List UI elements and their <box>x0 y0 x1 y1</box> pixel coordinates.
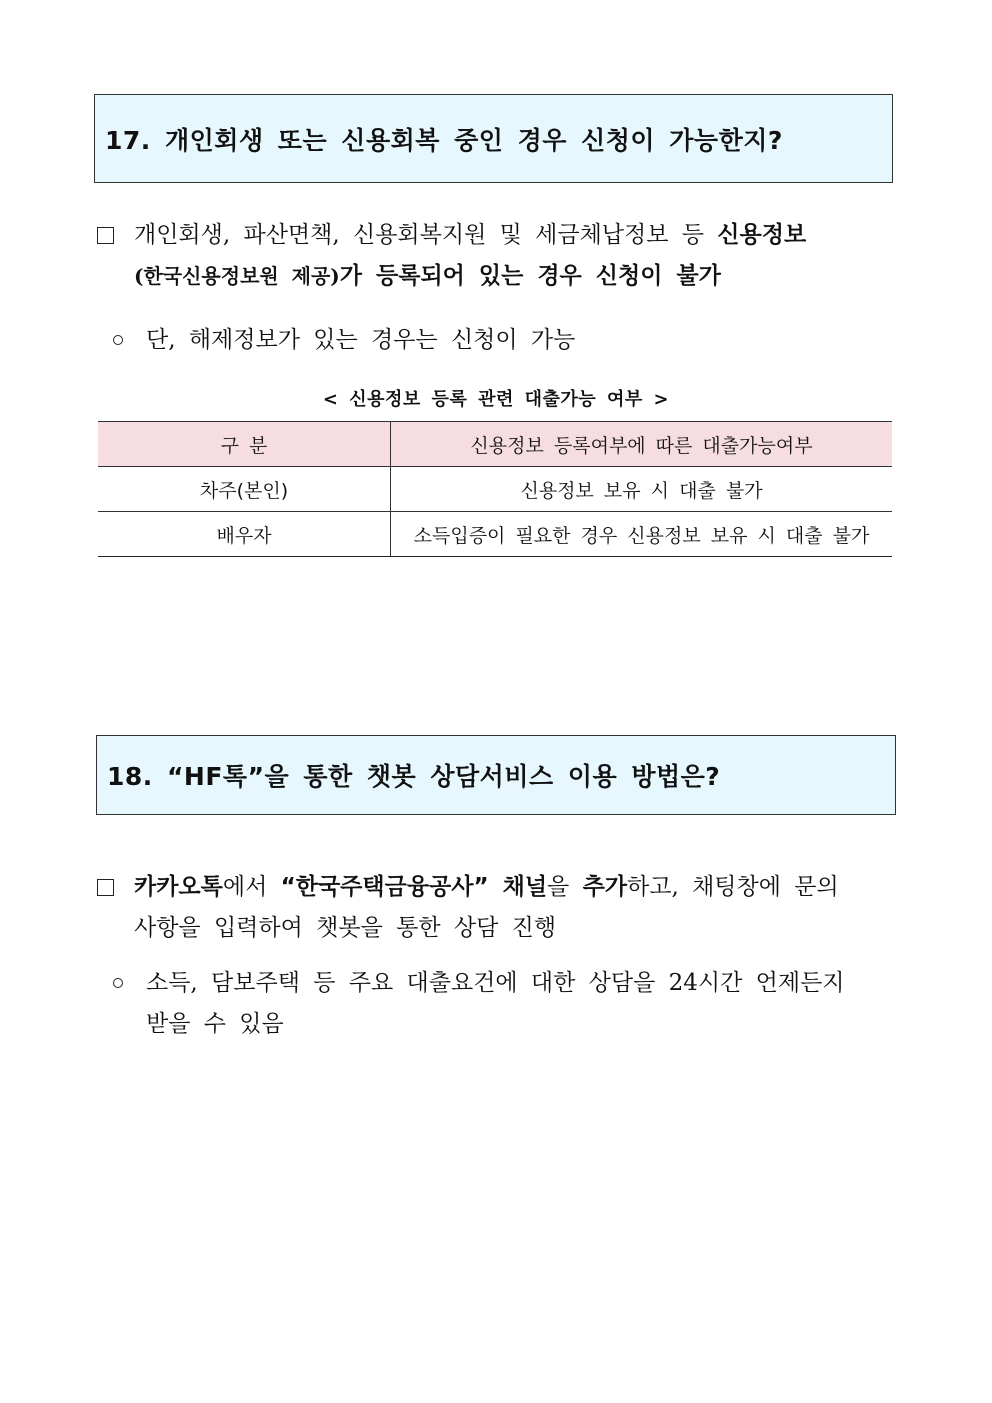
table-cell: 소득입증이 필요한 경우 신용정보 보유 시 대출 불가 <box>391 512 893 557</box>
table-cell: 차주(본인) <box>98 467 391 512</box>
q17-bullet-bold-2: 가 등록되어 있는 경우 신청이 불가 <box>339 263 721 289</box>
q18-bullet-line2: 사항을 입력하여 챗봇을 통한 상담 진행 <box>134 915 557 941</box>
q17-bullet-line2 <box>134 256 721 296</box>
circle-bullet-icon <box>113 978 123 988</box>
channel-name-text: “한국주택금융공사” 채널 <box>280 874 548 900</box>
add-text: 추가 <box>582 874 628 900</box>
question-17-title: 17. 개인회생 또는 신용회복 중인 경우 신청이 가능한지? <box>105 125 783 155</box>
checkbox-bullet-icon <box>97 227 114 244</box>
table-header-cell: 구 분 <box>98 422 391 467</box>
table-caption: < 신용정보 등록 관련 대출가능 여부 > <box>322 389 670 410</box>
q18-sub-bullet-line2: 받을 수 있음 <box>146 1011 284 1037</box>
q17-sub-bullet: 단, 해제정보가 있는 경우는 신청이 가능 <box>146 327 576 353</box>
question-17-title-box <box>94 94 893 183</box>
q18-sub-bullet-line1: 소득, 담보주택 등 주요 대출요건에 대한 상담을 24시간 언제든지 <box>146 970 845 996</box>
table-row <box>98 512 892 557</box>
q18-text-seg: 에서 <box>222 874 281 900</box>
checkbox-bullet-icon <box>97 879 114 896</box>
table-row <box>98 467 892 512</box>
table-header-row <box>98 422 892 467</box>
credit-info-table <box>98 421 892 557</box>
kakaotalk-text: 카카오톡 <box>134 874 223 900</box>
q18-bullet-line1 <box>134 867 904 907</box>
circle-bullet-icon <box>113 335 123 345</box>
q18-text-seg: 하고, 채팅창에 문의 <box>627 874 839 900</box>
table-cell: 신용정보 보유 시 대출 불가 <box>391 467 893 512</box>
question-18-title-box <box>96 735 896 815</box>
question-18-title: 18. “HF톡”을 통한 챗봇 상담서비스 이용 방법은? <box>107 762 721 791</box>
q17-bullet-bold: 신용정보 <box>717 222 807 248</box>
q17-bullet-text: 개인회생, 파산면책, 신용회복지원 및 세금체납정보 등 <box>134 222 718 248</box>
table-cell: 배우자 <box>98 512 391 557</box>
q18-text-seg: 을 <box>547 874 583 900</box>
table-header-cell: 신용정보 등록여부에 따른 대출가능여부 <box>391 422 893 467</box>
q17-bullet-source: (한국신용정보원 제공) <box>134 264 340 288</box>
q17-bullet-line1 <box>134 215 904 255</box>
